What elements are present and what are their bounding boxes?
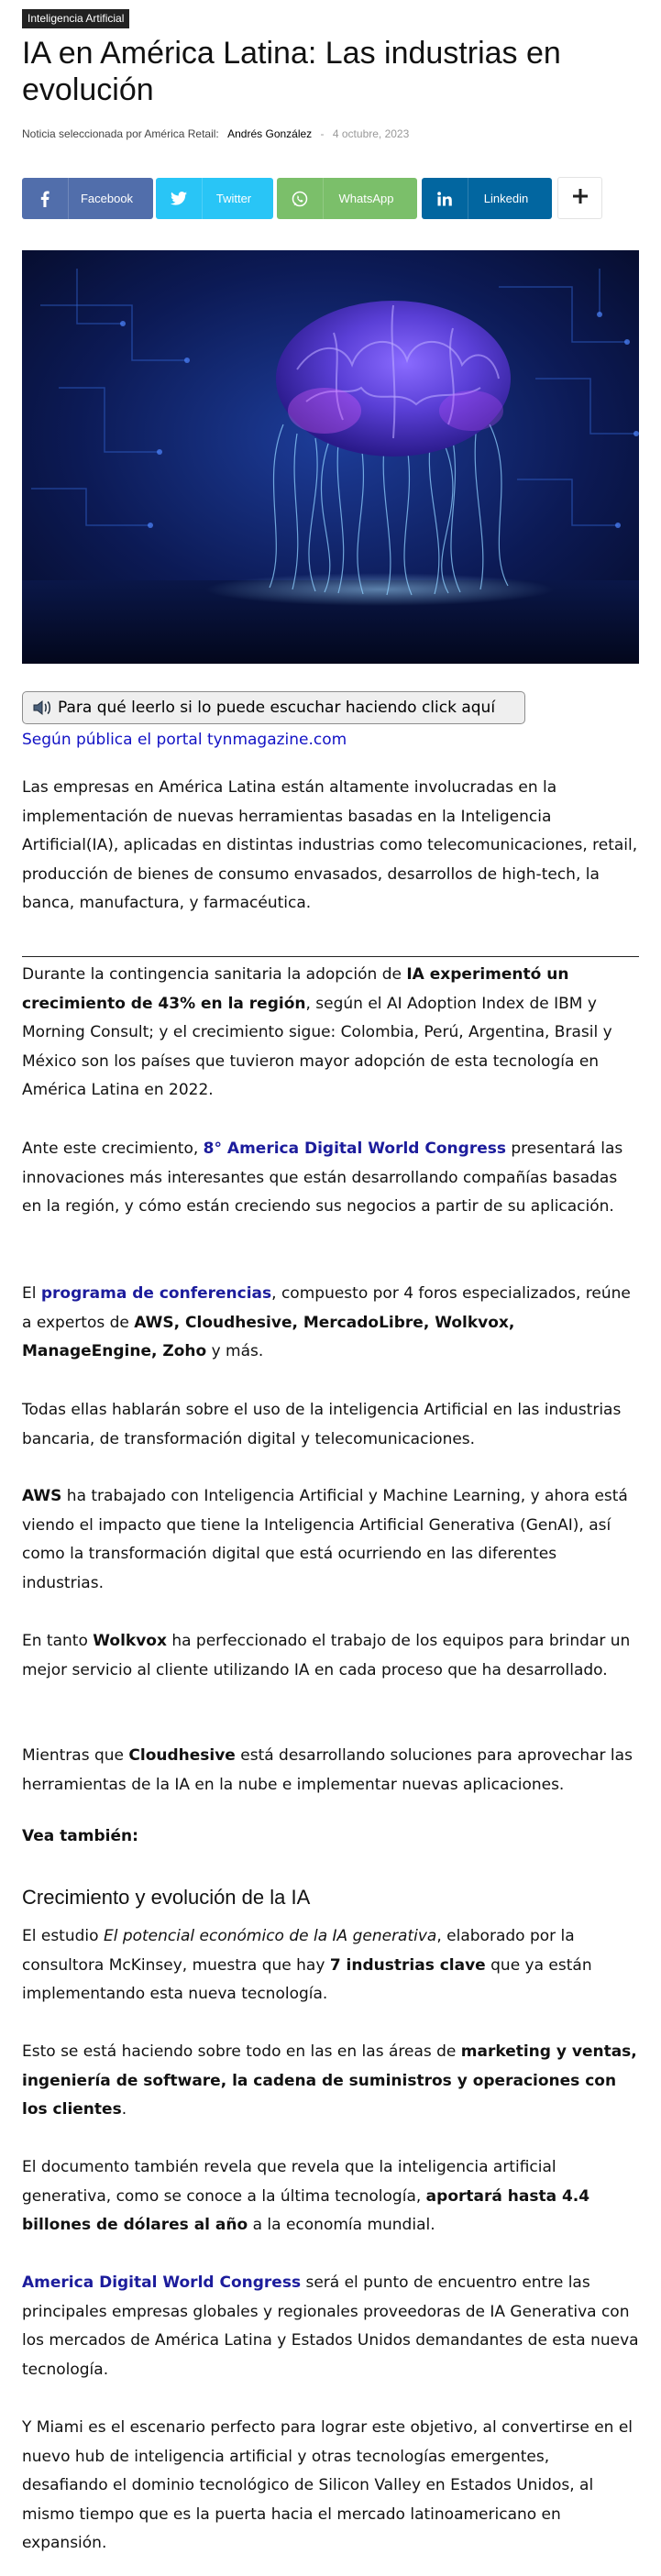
hero-image (22, 250, 639, 664)
adwc-link[interactable]: 8° America Digital World Congress (203, 1139, 506, 1158)
twitter-icon (156, 192, 202, 205)
conference-program-link[interactable]: programa de conferencias (40, 1284, 272, 1303)
paragraph-4: El programa de conferencias, compuesto por 4 foros especializados, reúne a expertos de AWS, Cloudhesive, MercadoLibre, Wolkvox, ManageEngine, Zoho y más. (22, 1284, 631, 1360)
plus-icon (572, 188, 589, 208)
category-tag[interactable]: Inteligencia Artificial (22, 9, 129, 28)
paragraph-7: En tanto Wolkvox ha perfeccionado el trabajo de los equipos para brindar un mejor servicio al cliente utilizando IA en cada proceso que ha desarrollado. (22, 1632, 631, 1679)
paragraph-11: El documento también revela que revela que la inteligencia artificial generativa, como se conoce a la última tecnología, aportará hasta 4.4 billones de dólares al año a la economía mundial. (22, 2158, 590, 2234)
listen-audio-button[interactable] (22, 691, 525, 724)
paragraph-8: Mientras que Cloudhesive está desarrollando soluciones para aprovechar las herramientas de la IA en la nube e implementar nuevas aplicaciones. (22, 1746, 633, 1794)
listen-audio-label: Para qué leerlo si lo puede escuchar haciendo click aquí (58, 699, 496, 717)
paragraph-6: AWS ha trabajado con Inteligencia Artificial y Machine Learning, y ahora está viendo el impacto que tiene la Inteligencia Artificial Generativa (GenAI), así como la transformación digital que está ocurriendo en las diferentes industrias. (22, 1487, 628, 1592)
linkedin-icon (422, 192, 468, 206)
adwc-link-2[interactable]: America Digital World Congress (22, 2273, 302, 2292)
share-linkedin-button[interactable] (422, 178, 552, 219)
share-facebook-button[interactable] (22, 178, 153, 219)
meta-prefix: Noticia seleccionada por América Retail: (22, 127, 219, 140)
paragraph-10: Esto se está haciendo sobre todo en las en las áreas de marketing y ventas, ingeniería de software, la cadena de suministros y operaciones con los clientes. (22, 2042, 637, 2119)
more-share-button[interactable] (557, 177, 602, 219)
twitter-label: Twitter (215, 192, 252, 205)
paragraph-5: Todas ellas hablarán sobre el uso de la inteligencia Artificial en las industrias bancaria, de transformación digital y telecomunicaciones. (22, 1401, 622, 1448)
horizontal-divider (22, 956, 639, 957)
see-also-label: Vea también: (22, 1827, 138, 1845)
speaker-icon (32, 699, 52, 717)
paragraph-2: Durante la contingencia sanitaria la adopción de IA experimentó un crecimiento de 43% en la región, según el AI Adoption Index de IBM y Morning Consult; y el crecimiento sigue: Colombia, Perú, Argentina, Brasil y México son los países que tuvieron mayor adopción de esta tecnología en América Latina en 2022. (22, 965, 612, 1099)
paragraph-12: America Digital World Congress será el punto de encuentro entre las principales empresas globales y regionales proveedoras de IA Generativa con los mercados de América Latina y Estados Unidos demandantes de esta nueva tecnología. (22, 2273, 639, 2379)
facebook-icon (22, 191, 68, 207)
whatsapp-icon (277, 191, 323, 207)
paragraph-9: El estudio El potencial económico de la IA generativa, elaborado por la consultora McKinsey, muestra que hay 7 industrias clave que ya están implementando esta nueva tecnología. (22, 1927, 592, 2003)
facebook-label: Facebook (80, 192, 134, 205)
paragraph-3: Ante este crecimiento, 8° America Digital World Congress presentará las innovaciones más interesantes que están desarrollando compañías basadas en la región, y cómo están creciendo sus negocios a partir de su aplicación. (22, 1139, 623, 1216)
paragraph-13: Y Miami es el escenario perfecto para lograr este objetivo, al convertirse en el nuevo hub de inteligencia artificial y otras tecnologías emergentes, desafiando el dominio tecnológico de Silicon Valley en Estados Unidos, al mismo tiempo que es la puerta hacia el mercado latinoamericano en expansión. (22, 2418, 633, 2552)
article-title: IA en América Latina: Las industrias en evolución (22, 36, 561, 107)
source-link[interactable]: Según pública el portal tynmagazine.com (22, 731, 347, 749)
author-link[interactable]: Andrés González (227, 127, 313, 140)
share-twitter-button[interactable] (156, 178, 273, 219)
linkedin-label: Linkedin (483, 192, 529, 205)
article-meta (22, 127, 409, 140)
whatsapp-label: WhatsApp (338, 192, 394, 205)
share-whatsapp-button[interactable] (277, 178, 417, 219)
paragraph-1: Las empresas en América Latina están altamente involucradas en la implementación de nuevas herramientas basadas en la Inteligencia Artificial(IA), aplicadas en distintas industrias como telecomunicaciones, retail, producción de bienes de consumo envasados, desarrollos de high-tech, la banca, manufactura, y farmacéutica. (22, 778, 638, 912)
section-subheading: Crecimiento y evolución de la IA (22, 1886, 311, 1909)
meta-separator: - (320, 127, 325, 140)
publish-date: 4 octubre, 2023 (332, 127, 410, 140)
